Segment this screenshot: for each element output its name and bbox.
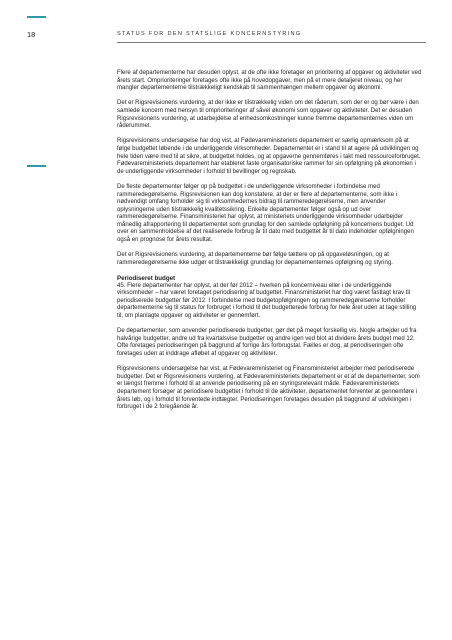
section-subheading: Periodiseret budget	[117, 275, 176, 283]
paragraph: De departementer, som anvender periodiserede budgetter, gør det på meget forskellig vis. Nogle arbejder ud fra halvårige budgetter, andre ud fra kvartalsvise budgetter og andre igen ved blot at dividere årets budget med 12. Ofte foretages periodiseringen på baggrund af forrige års forbrugstal. Fælles er dog, at periodiseringen ofte foretages uden at inddrage afløbet af opgaver og aktiviteter.	[117, 328, 417, 357]
header-divider	[117, 42, 426, 43]
margin-accent-rule	[27, 165, 46, 167]
paragraph: Rigsrevisionens undersøgelse har dog vist, at Fødevareministeriets departement er særlig opmærksom på at følge budgettet løbende i de underliggende virksomheder. Departementet er i stand til at agere på udviklingen og hele tiden være med til at sikre, at budgettet holdes, og at opgaverne gennemføres i takt med ressourceforbruget. Fødevareministeriets departement har etableret faste organisatoriske rammer for sin opfølgning på økonomien i de underliggende virksomheder i forhold til bevillinger og regnskab.	[117, 138, 421, 175]
body-text-column	[117, 70, 423, 419]
paragraph: Rigsrevisionens undersøgelse har vist, at Fødevareministeriet og Finansministeriet arbejder med periodiserede budgetter. Det er Rigsrevisionens vurdering, at Fødevareministeriets departement er et af de departementer, som er længst fremme i forhold til at anvende periodisering på en styringsrelevant måde. Fødevareministeriets departement forsøger at periodisere budgettet i forhold til de aktiviteter, departementet forventer at gennemføre i årets løb, og i forhold til forventede indtægter. Periodiseringen foretages desuden på baggrund af udviklingen i forbruget i de 2 foregående år.	[117, 366, 420, 411]
paragraph: Det er Rigsrevisionens vurdering, at der ikke er tilstrækkelig viden om det råderum, som der er og bør være i den samlede koncern med hensyn til omprioriteringer af såvel økonomi som opgaver og aktiviteter. Det er desuden Rigsrevisionens vurdering, at udarbejdelse af enhedsomkostninger kunne fremme departementernes viden om råderummet.	[117, 100, 419, 130]
paragraph: 45. Flere departementer har oplyst, at der før 2012 – hverken på koncerniveau eller i de underliggende virksomheder – har været foretaget periodisering af budgettet. Finansministeriet har dog været fastlagt krav til periodiserede budgetter før 2012. I forbindelse med budgetopfølgningen og rammeredegørelserne forholder departementerne sig til status for forbruget i forhold til det budgetterede forbrug for hele året uden at tage stilling til, om planlagte opgaver og aktiviteter er gennemført.	[117, 282, 417, 319]
paragraph: Det er Rigsrevisionens vurdering, at departementerne bør følge tættere op på opgaveløsningen, og at rammeredegørelserne ikke udgør et tilstrækkeligt grundlag for departementernes opfølgning og styring.	[117, 252, 393, 266]
paragraph: De fleste departementer følger op på budgettet i de underliggende virksomheder i forbindelse med rammeredegørelserne. Rigsrevisionen kan dog konstatere, at der er flere af departementerne, som ikke i nødvendigt omfang forholder sig til virksomhedernes bidrag til rammeredegørelserne, men anvender oplysningerne uden tilstrækkelig kvalitetssikring. Enkelte departementer følger også op ud over rammeredegørelserne. Finansministeriet har oplyst, at ministeriets underliggende virksomheder udarbejder månedlig afrapportering til departementet som grundlag for den samlede opfølgning på koncernens budget. Ud over en sammenholdelse af det realiserede forbrug år til dato med budgettet år til dato indeholder opfølgningen også en prognose for årets resultat.	[117, 183, 414, 244]
top-accent-rule	[27, 16, 46, 18]
paragraph: Flere af departementerne har desuden oplyst, at de ofte ikke foretager en prioritering af opgaver og aktiviteter ved årets start. Omprioriteringer foretages ofte ikke på hovedopgaver, men på et mere detaljeret niveau, og her mangler departementerne tilstrækkeligt kendskab til sammenhængen mellem opgaver og økonomi.	[117, 70, 422, 92]
page-number: 18	[27, 30, 36, 39]
running-header-title: STATUS FOR DEN STATSLIGE KONCERNSTYRING	[117, 31, 302, 37]
